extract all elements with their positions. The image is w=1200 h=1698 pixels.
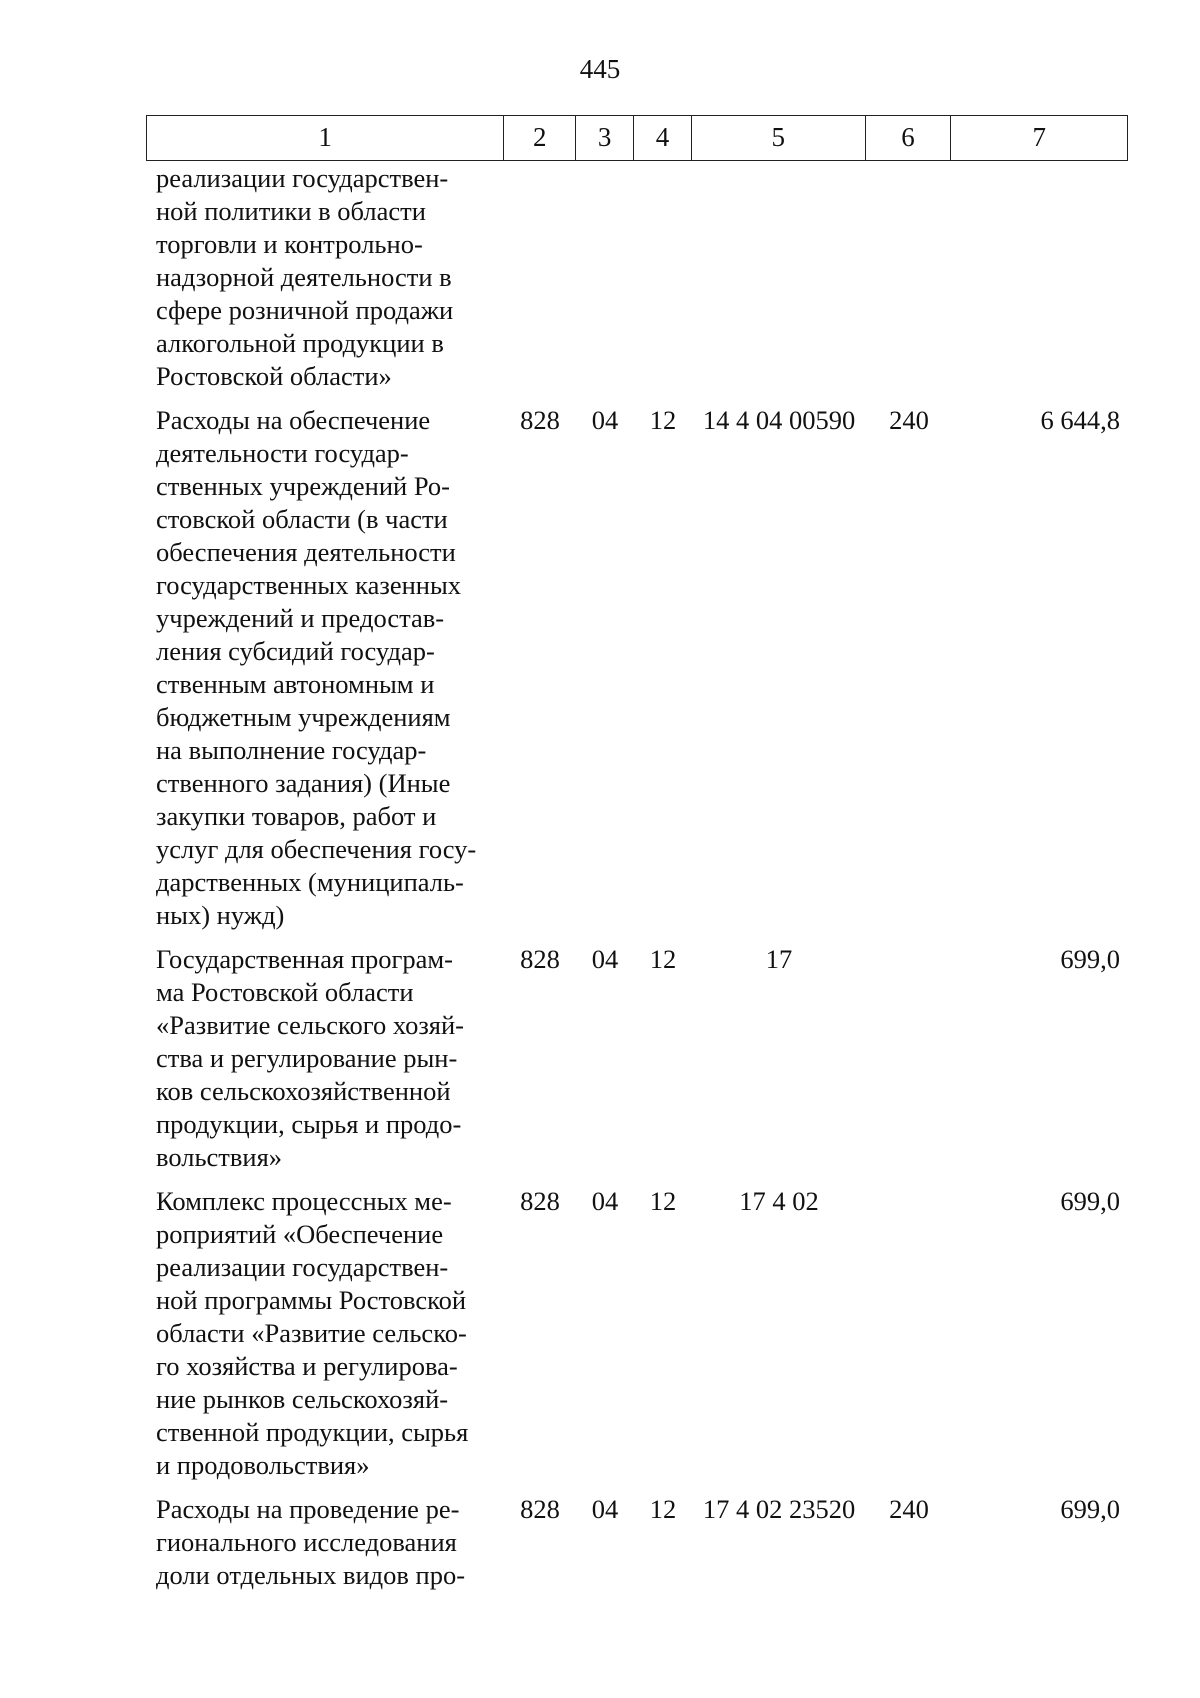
table-header-row bbox=[146, 115, 1128, 161]
row-amount: 6 644,8 bbox=[1040, 405, 1120, 435]
row-col-5: 17 4 02 23520 bbox=[702, 1494, 856, 1524]
table-row bbox=[146, 1185, 1128, 1482]
table-row bbox=[146, 1493, 1128, 1592]
table-row bbox=[146, 162, 1128, 393]
header-col-1: 1 bbox=[147, 116, 504, 160]
page-number: 445 bbox=[579, 54, 621, 84]
row-col-4: 12 bbox=[649, 1494, 677, 1524]
header-col-4: 4 bbox=[634, 116, 692, 160]
row-amount: 699,0 bbox=[1060, 1186, 1120, 1216]
row-description: Государственная програм- ма Ростовской области «Развитие сельского хозяй- ства и регулирование рын- ков сельскохозяйственной продукции, сырья и продо- вольствия» bbox=[156, 944, 464, 1172]
row-col-6 bbox=[866, 943, 952, 1174]
budget-table bbox=[146, 115, 1128, 1592]
row-col-3: 04 bbox=[591, 405, 619, 435]
header-col-3: 3 bbox=[576, 116, 634, 160]
row-col-2 bbox=[504, 162, 576, 393]
table-row bbox=[146, 404, 1128, 932]
row-amount: 699,0 bbox=[1060, 1494, 1120, 1524]
row-description: Комплекс процессных ме- роприятий «Обеспечение реализации государствен- ной программы Ростовской области «Развитие сельско- го хозяйства и регулирова- ние рынков сельскохозяй- ственной продукции, сырья и продовольствия» bbox=[156, 1186, 469, 1480]
row-col-6 bbox=[866, 1185, 952, 1482]
table-row bbox=[146, 943, 1128, 1174]
row-col-3: 04 bbox=[591, 944, 619, 974]
header-col-7: 7 bbox=[1032, 122, 1046, 152]
row-amount: 699,0 bbox=[1060, 944, 1120, 974]
header-col-6: 6 bbox=[866, 116, 952, 160]
row-col-6: 240 bbox=[889, 1494, 929, 1524]
row-col-6 bbox=[866, 162, 952, 393]
row-col-5: 14 4 04 00590 bbox=[702, 405, 856, 435]
row-col-5 bbox=[692, 162, 866, 393]
row-col-5: 17 bbox=[765, 944, 793, 974]
row-col-2: 828 bbox=[520, 1494, 560, 1524]
row-description: Расходы на проведение ре- гионального исследования доли отдельных видов про- bbox=[156, 1494, 466, 1590]
header-col-5: 5 bbox=[692, 116, 866, 160]
row-col-2: 828 bbox=[520, 944, 560, 974]
row-col-4 bbox=[634, 162, 692, 393]
row-amount bbox=[952, 162, 1128, 393]
header-col-2: 2 bbox=[504, 116, 576, 160]
row-col-3: 04 bbox=[591, 1494, 619, 1524]
row-col-2: 828 bbox=[520, 1186, 560, 1216]
row-col-3 bbox=[576, 162, 634, 393]
row-description: Расходы на обеспечение деятельности государ- ственных учреждений Ро- стовской области (в части обеспечения деятельности государственных казенных учреждений и предостав- ления субсидий государ- ственным автономным и бюджетным учреждениям на выполнение государ- ственного задания) (Иные закупки товаров, работ и услуг для обеспечения госу- дарственных (муниципаль- ных) нужд) bbox=[156, 405, 477, 930]
row-col-3: 04 bbox=[591, 1186, 619, 1216]
row-col-4: 12 bbox=[649, 944, 677, 974]
row-col-4: 12 bbox=[649, 405, 677, 435]
row-col-4: 12 bbox=[649, 1186, 677, 1216]
row-description: реализации государствен- ной политики в области торговли и контрольно- надзорной деятельности в сфере розничной продажи алкогольной продукции в Ростовской области» bbox=[156, 163, 454, 391]
row-col-5: 17 4 02 bbox=[739, 1186, 819, 1216]
row-col-2: 828 bbox=[520, 405, 560, 435]
row-col-6: 240 bbox=[889, 405, 929, 435]
